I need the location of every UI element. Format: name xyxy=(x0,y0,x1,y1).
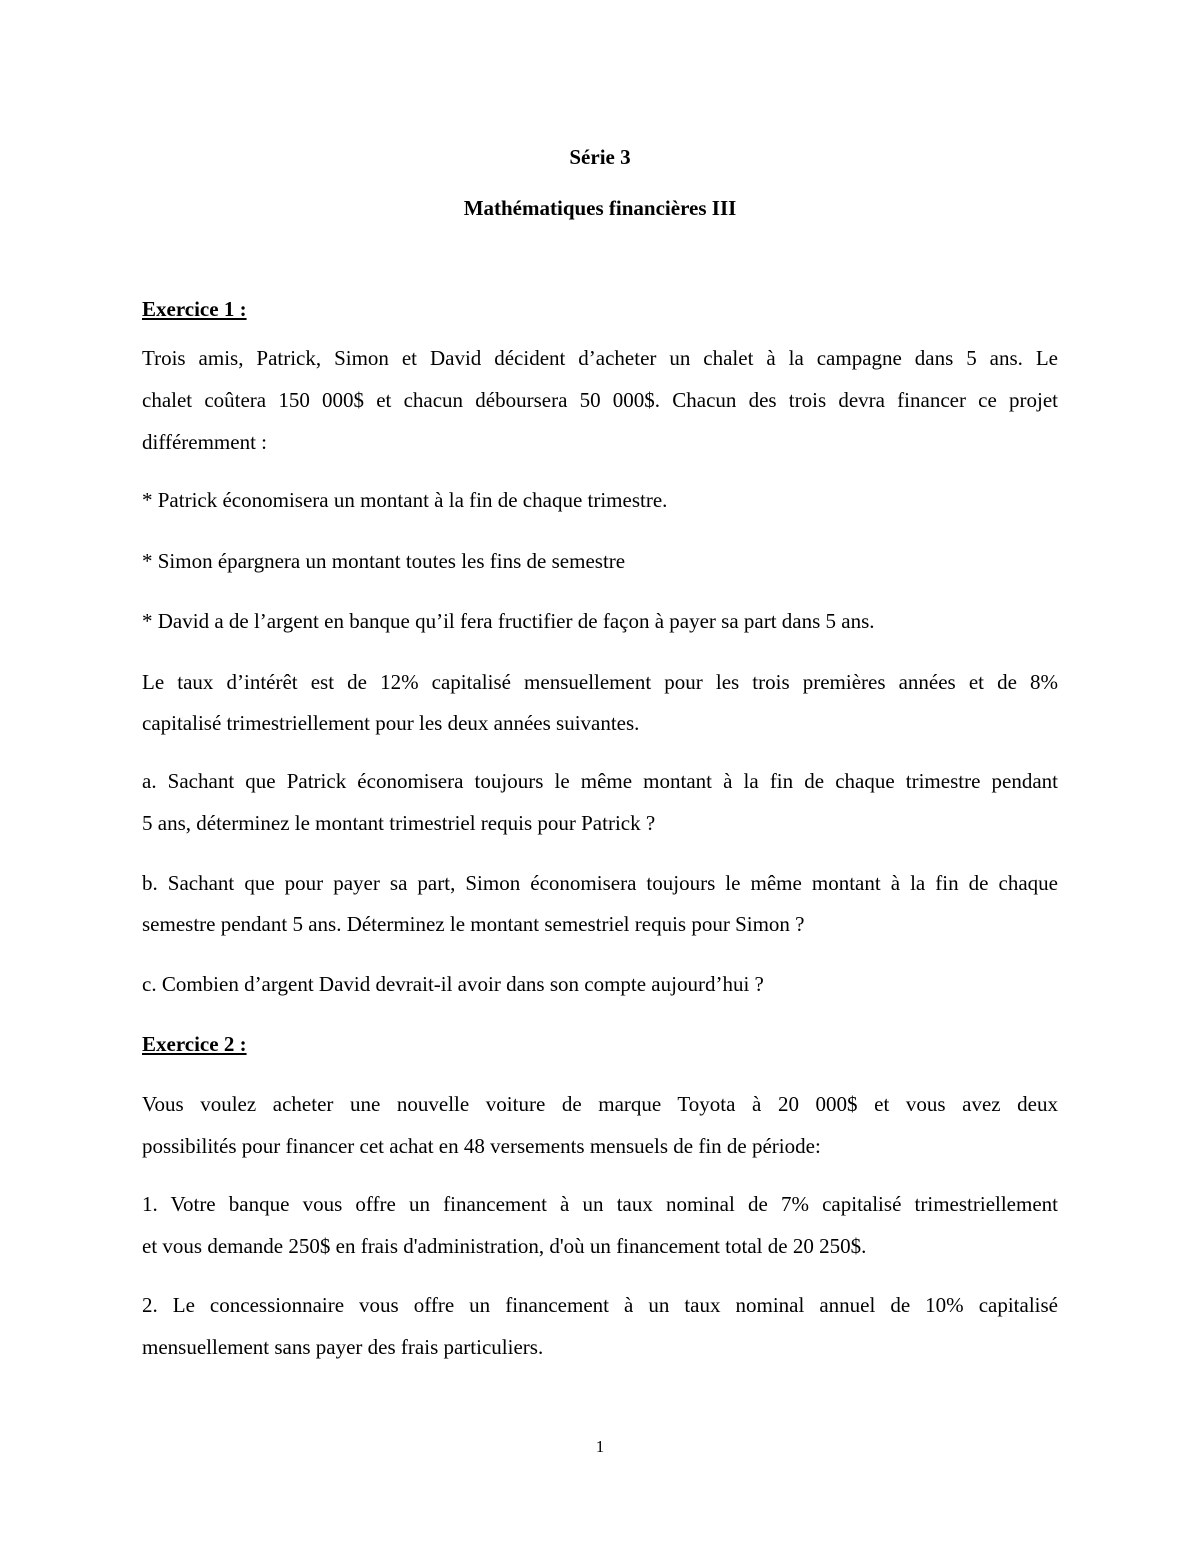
exercise-1-question-b-line: b. Sachant que pour payer sa part, Simon économisera toujours le même montant à la fin de chaque xyxy=(142,871,1058,895)
exercise-2-intro-line: possibilités pour financer cet achat en 48 versements mensuels de fin de période: xyxy=(142,1134,821,1158)
exercise-2-heading: Exercice 2 : xyxy=(142,1032,247,1056)
exercise-2-intro-line: Vous voulez acheter une nouvelle voiture de marque Toyota à 20 000$ et vous avez deux xyxy=(142,1092,1058,1116)
exercise-1-bullet-simon: * Simon épargnera un montant toutes les fins de semestre xyxy=(142,549,626,573)
exercise-1-rate-line: Le taux d’intérêt est de 12% capitalisé mensuellement pour les trois premières années et de 8% xyxy=(142,670,1058,694)
exercise-2-option-1-line: 1. Votre banque vous offre un financement à un taux nominal de 7% capitalisé trimestriellement xyxy=(142,1192,1058,1216)
exercise-1-bullet-david: * David a de l’argent en banque qu’il fera fructifier de façon à payer sa part dans 5 ans. xyxy=(142,609,875,633)
document-subtitle: Mathématiques financières III xyxy=(463,196,737,220)
exercise-1-intro-line: Trois amis, Patrick, Simon et David décident d’acheter un chalet à la campagne dans 5 ans. Le xyxy=(142,346,1058,370)
exercise-1-question-c: c. Combien d’argent David devrait-il avoir dans son compte aujourd’hui ? xyxy=(142,972,764,996)
document-title: Série 3 xyxy=(569,145,631,169)
exercise-2-option-1-line: et vous demande 250$ en frais d'administration, d'où un financement total de 20 250$. xyxy=(142,1234,867,1258)
exercise-1-intro-line: chalet coûtera 150 000$ et chacun déboursera 50 000$. Chacun des trois devra financer ce projet xyxy=(142,388,1058,412)
exercise-1-question-a-line: 5 ans, déterminez le montant trimestriel requis pour Patrick ? xyxy=(142,811,656,835)
exercise-2-option-2-line: mensuellement sans payer des frais particuliers. xyxy=(142,1335,544,1359)
exercise-1-question-b-line: semestre pendant 5 ans. Déterminez le montant semestriel requis pour Simon ? xyxy=(142,912,805,936)
exercise-2-option-2-line: 2. Le concessionnaire vous offre un financement à un taux nominal annuel de 10% capitalisé xyxy=(142,1293,1058,1317)
exercise-1-rate-line: capitalisé trimestriellement pour les deux années suivantes. xyxy=(142,711,640,735)
exercise-1-bullet-patrick: * Patrick économisera un montant à la fin de chaque trimestre. xyxy=(142,488,668,512)
page-number: 1 xyxy=(595,1437,605,1456)
exercise-1-heading: Exercice 1 : xyxy=(142,297,247,321)
exercise-1-intro-line: différemment : xyxy=(142,430,267,454)
exercise-1-question-a-line: a. Sachant que Patrick économisera toujours le même montant à la fin de chaque trimestre pendant xyxy=(142,769,1058,793)
